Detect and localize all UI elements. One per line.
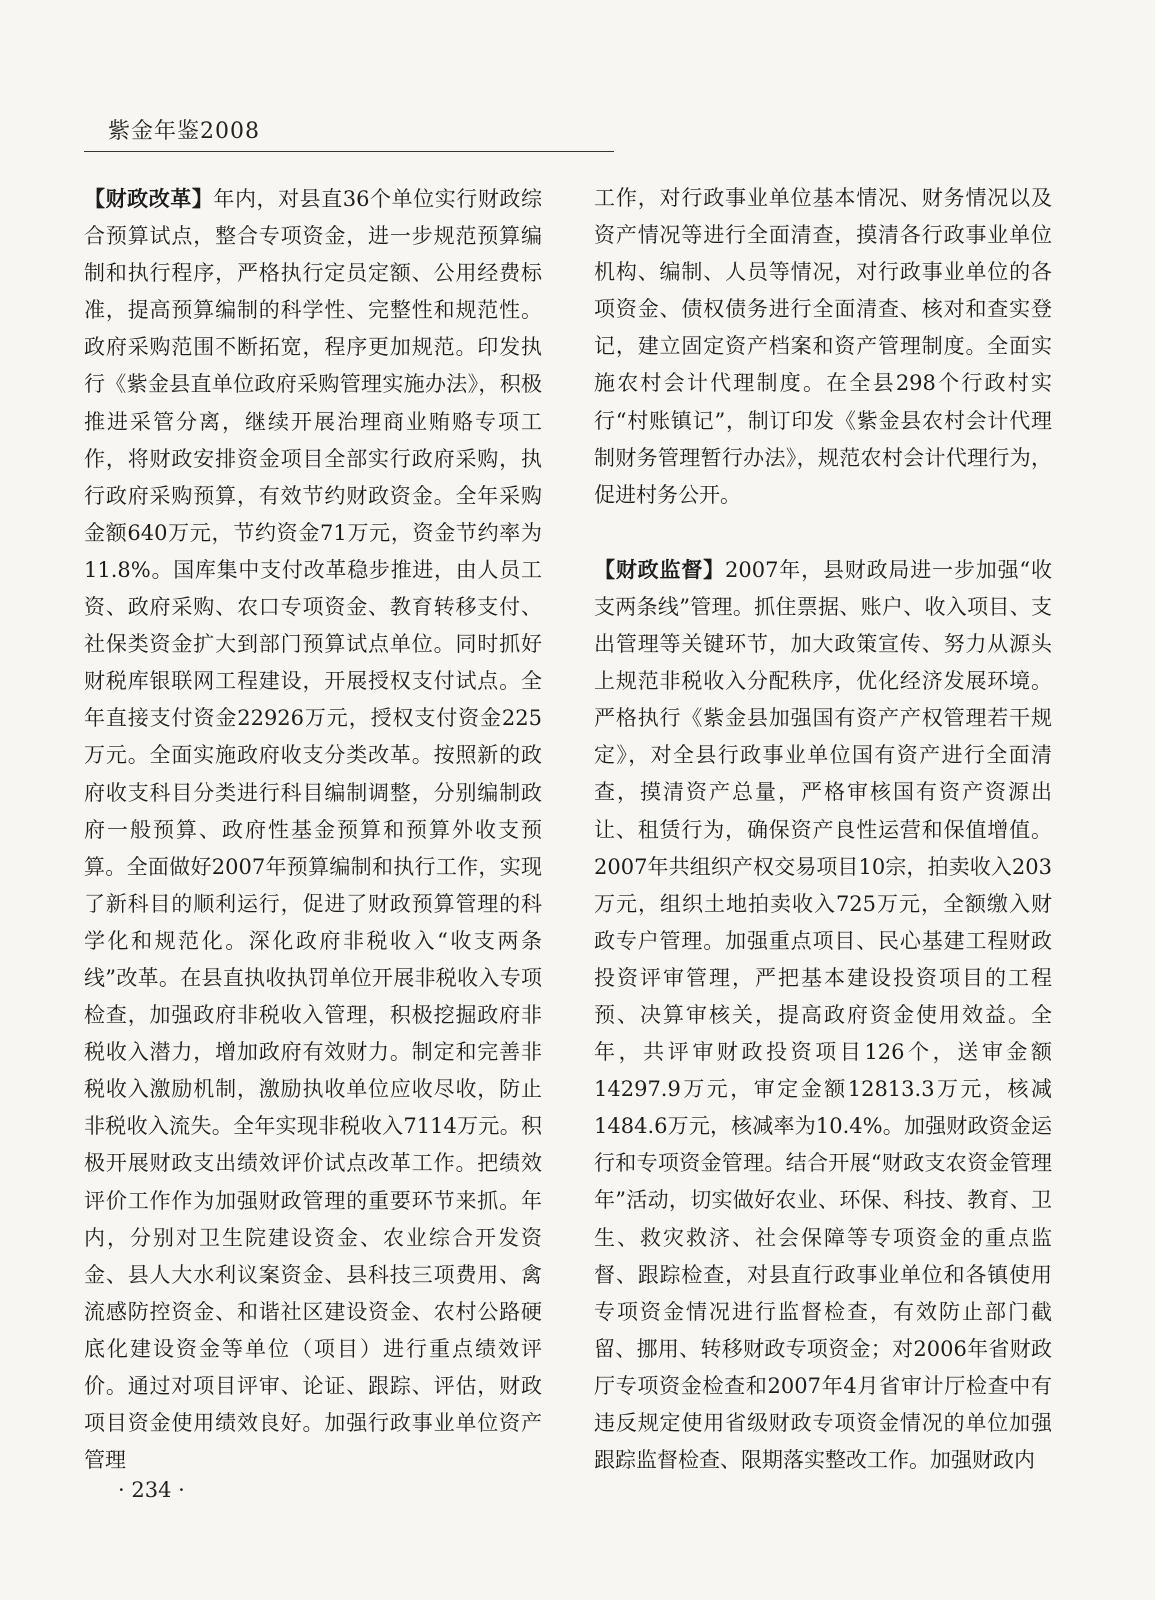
running-header: 紫金年鉴2008: [108, 119, 260, 144]
section-body-fiscal-reform: 年内，对县直36个单位实行财政综合预算试点，整合专项资金，进一步规范预算编制和执行程序，严格执行定员定额、公用经费标准，提高预算编制的科学性、完整性和规范性。政府采购范围不断拓宽，程序更加规范。印发执行《紫金县直单位政府采购管理实施办法》，积极推进采管分离，继续开展治理商业贿赂专项工作，将财政安排资金项目全部实行政府采购，执行政府采购预算，有效节约财政资金。全年采购金额640万元，节约资金71万元，资金节约率为11.8%。国库集中支付改革稳步推进，由人员工资、政府采购、农口专项资金、教育转移支付、社保类资金扩大到部门预算试点单位。同时抓好财税库银联网工程建设，开展授权支付试点。全年直接支付资金22926万元，授权支付资金225万元。全面实施政府收支分类改革。按照新的政府收支科目分类进行科目编制调整，分别编制政府一般预算、政府性基金预算和预算外收支预算。全面做好2007年预算编制和执行工作，实现了新科目的顺利运行，促进了财政预算管理的科学化和规范化。深化政府非税收入“收支两条线”改革。在县直执收执罚单位开展非税收入专项检查，加强政府非税收入管理，积极挖掘政府非税收入潜力，增加政府有效财力。制定和完善非税收入激励机制，激励执收单位应收尽收，防止非税收入流失。全年实现非税收入7114万元。积极开展财政支出绩效评价试点改革工作。把绩效评价工作作为加强财政管理的重要环节来抓。年内，分别对卫生院建设资金、农业综合开发资金、县人大水利议案资金、县科技三项费用、禽流感防控资金、和谐社区建设资金、农村公路硬底化建设资金等单位（项目）进行重点绩效评价。通过对项目评审、论证、跟踪、评估，财政项目资金使用绩效良好。加强行政事业单位资产管理: [84, 187, 542, 1473]
section-title-fiscal-supervision: 【财政监督】: [594, 556, 725, 582]
left-column: [84, 180, 542, 1479]
section-fiscal-reform-continued: 工作，对行政事业单位基本情况、财务情况以及资产情况等进行全面清查，摸清各行政事业单位机构、编制、人员等情况，对行政事业单位的各项资金、债权债务进行全面清查、核对和查实登记，建立固定资产档案和资产管理制度。全面实施农村会计代理制度。在全县298个行政村实行“村账镇记”，制订印发《紫金县农村会计代理制财务管理暂行办法》，规范农村会计代理行为，促进村务公开。: [594, 186, 1052, 507]
right-column: [594, 180, 1052, 1479]
section-fiscal-supervision: [594, 551, 1052, 1479]
section-title-fiscal-reform: 【财政改革】: [84, 186, 214, 211]
section-body-fiscal-supervision: 2007年，县财政局进一步加强“收支两条线”管理。抓住票据、账户、收入项目、支出管理等关键环节，加大政策宣传、努力从源头上规范非税收入分配秩序，优化经济发展环境。严格执行《紫金县加强国有资产产权管理若干规定》，对全县行政事业单位国有资产进行全面清查，摸清资产总量，严格审核国有资产资源出让、租赁行为，确保资产良性运营和保值增值。2007年共组织产权交易项目10宗，拍卖收入203万元，组织土地拍卖收入725万元，全额缴入财政专户管理。加强重点项目、民心基建工程财政投资评审管理，严把基本建设投资项目的工程预、决算审核关，提高政府资金使用效益。全年，共评审财政投资项目126个，送审金额14297.9万元，审定金额12813.3万元，核减1484.6万元，核减率为10.4%。加强财政资金运行和专项资金管理。结合开展“财政支农资金管理年”活动，切实做好农业、环保、科技、教育、卫生、救灾救济、社会保障等专项资金的重点监督、跟踪检查，对县直行政事业单位和各镇使用专项资金情况进行监督检查，有效防止部门截留、挪用、转移财政专项资金；对2006年省财政厅专项资金检查和2007年4月省审计厅检查中有违反规定使用省级财政专项资金情况的单位加强跟踪监督检查、限期落实整改工作。加强财政内: [594, 557, 1052, 1473]
section-fiscal-reform: [84, 180, 542, 1479]
page-number: · 234 ·: [118, 1478, 185, 1502]
header-divider: [84, 151, 614, 152]
